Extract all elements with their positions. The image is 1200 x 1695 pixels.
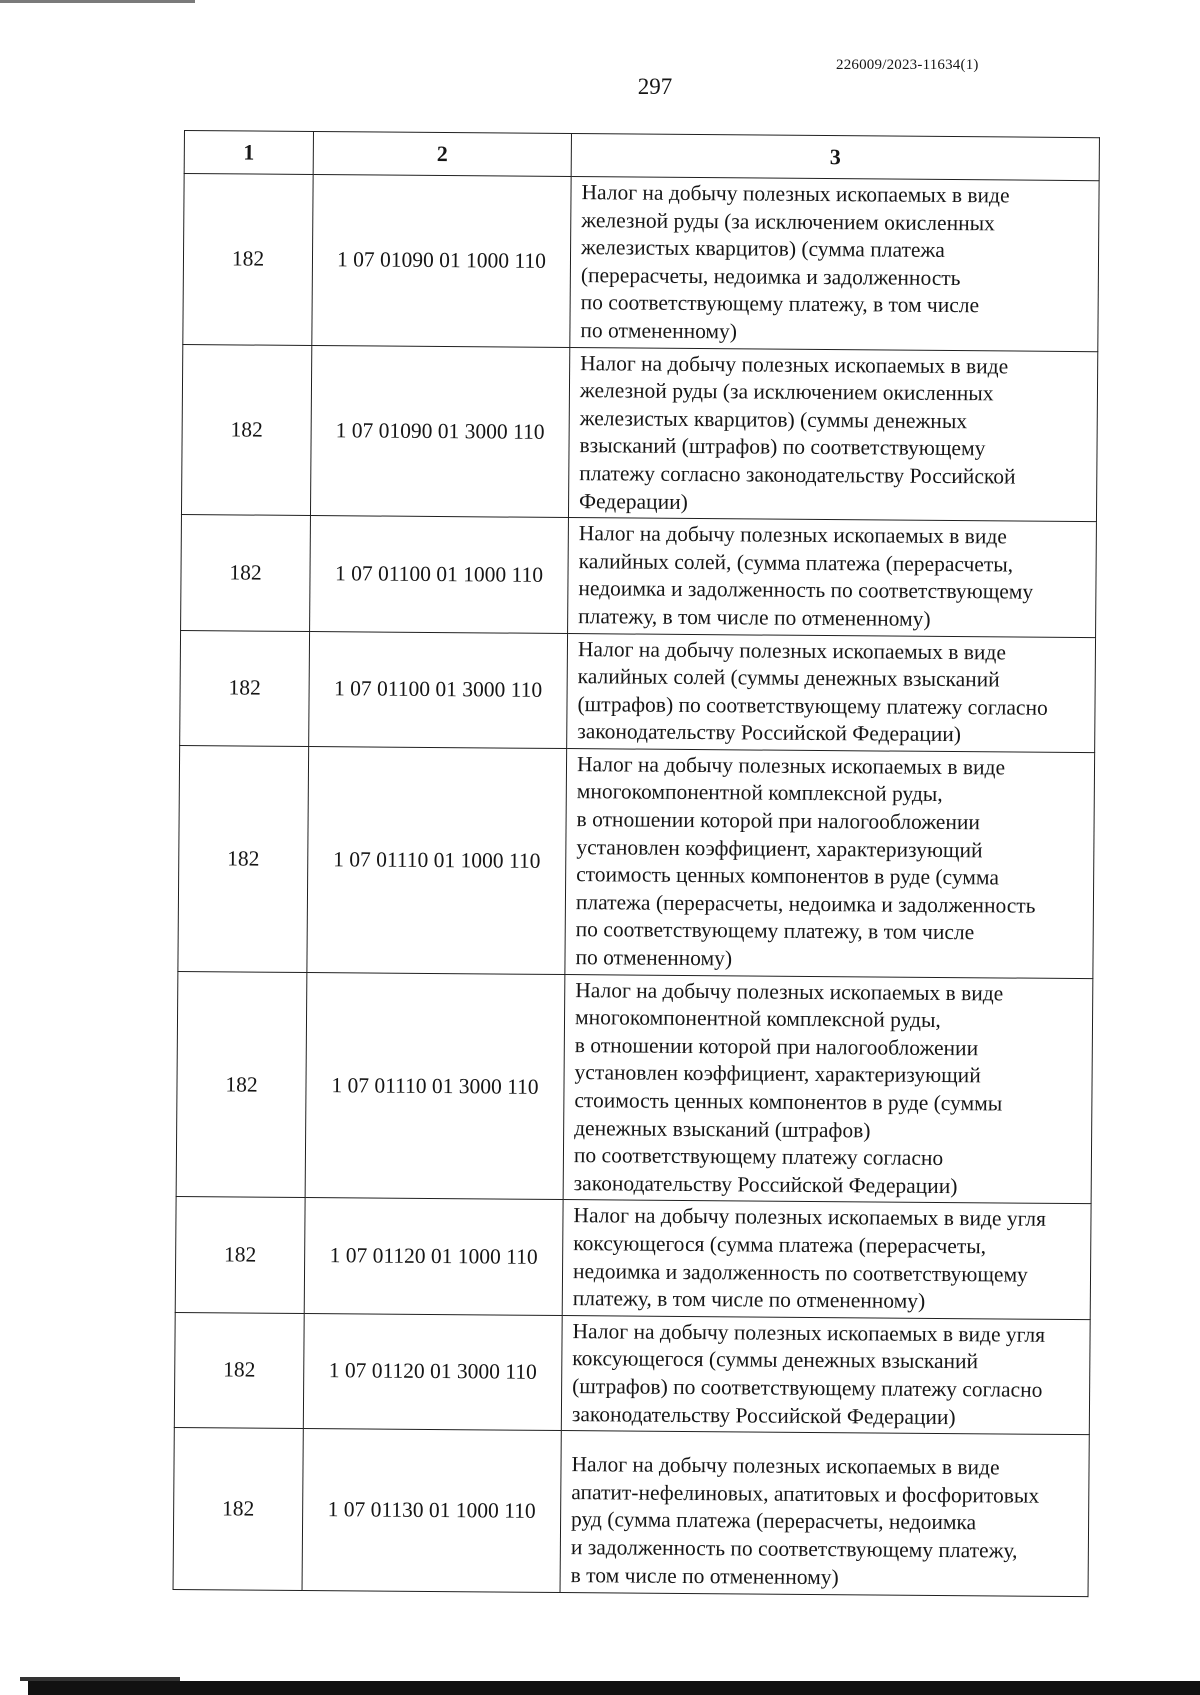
column-header-2: 2	[313, 132, 571, 177]
table-row	[181, 515, 1097, 638]
admin-code-cell: 182	[175, 1197, 305, 1313]
kbk-code-cell: 1 07 01090 01 1000 110	[312, 175, 571, 348]
classification-table	[173, 130, 1100, 1597]
kbk-code-cell: 1 07 01130 01 1000 110	[302, 1429, 561, 1593]
table-row	[173, 1428, 1089, 1597]
scan-artifact-bottom-bar	[28, 1681, 1200, 1695]
table-row	[176, 971, 1093, 1204]
document-reference: 226009/2023-11634(1)	[836, 57, 979, 73]
description-cell: Налог на добычу полезных ископаемых в виде апатит-нефелиновых, апатитовых и фосфоритовых руд (сумма платежа (перерасчеты, недоимка и задолженность по соответствующему платежу, в том числе по отмененному)	[560, 1431, 1089, 1597]
description-cell: Налог на добычу полезных ископаемых в виде калийных солей (суммы денежных взысканий (штрафов) по соответствующему платежу согласно законодательству Российской Федерации)	[567, 633, 1096, 753]
admin-code-cell: 182	[173, 1428, 303, 1591]
kbk-code-cell: 1 07 01100 01 1000 110	[310, 516, 569, 633]
description-cell: Налог на добычу полезных ископаемых в виде железной руды (за исключением окисленных железистых кварцитов) (сумма платежа (перерасчеты, недоимка и задолженность по соответствующему платежу, в том числе по отмененному)	[570, 177, 1099, 352]
kbk-code-cell: 1 07 01120 01 1000 110	[304, 1198, 563, 1315]
kbk-code-cell: 1 07 01090 01 3000 110	[310, 345, 569, 518]
table-row	[175, 1197, 1091, 1320]
kbk-code-cell: 1 07 01100 01 3000 110	[309, 631, 568, 748]
description-cell: Налог на добычу полезных ископаемых в виде угля коксующегося (суммы денежных взысканий (штрафов) по соответствующему платежу согласно законодательству Российской Федерации)	[561, 1315, 1090, 1435]
kbk-code-cell: 1 07 01110 01 1000 110	[307, 746, 567, 974]
scan-artifact-top	[0, 0, 195, 3]
admin-code-cell: 182	[181, 515, 311, 631]
admin-code-cell: 182	[180, 630, 310, 746]
table-row	[174, 1312, 1090, 1435]
description-cell: Налог на добычу полезных ископаемых в виде калийных солей, (сумма платежа (перерасчеты, недоимка и задолженность по соответствующему платежу, в том числе по отмененному)	[568, 518, 1097, 638]
admin-code-cell: 182	[176, 971, 307, 1198]
table-row	[183, 174, 1099, 352]
table-row	[178, 745, 1095, 978]
classification-table-wrapper	[173, 130, 1099, 1597]
kbk-code-cell: 1 07 01110 01 3000 110	[305, 972, 565, 1200]
description-cell: Налог на добычу полезных ископаемых в виде угля коксующегося (сумма платежа (перерасчеты, недоимка и задолженность по соответствующему платежу, в том числе по отмененному)	[562, 1200, 1091, 1320]
description-cell: Налог на добычу полезных ископаемых в виде многокомпонентной комплексной руды, в отношении которой при налогообложении установлен коэффициент, характеризующий стоимость ценных компонентов в руде (суммы денежных взысканий (штрафов) по соответствующему платежу согласно законодательству Российской Федерации)	[563, 974, 1093, 1204]
page-number: 297	[637, 74, 673, 99]
admin-code-cell: 182	[183, 174, 313, 346]
description-cell: Налог на добычу полезных ископаемых в виде железной руды (за исключением окисленных железистых кварцитов) (суммы денежных взысканий (штрафов) по соответствующему платежу согласно законодательству Российской Федерации)	[568, 347, 1097, 522]
table-header-row	[184, 131, 1099, 181]
table-row	[181, 344, 1097, 522]
admin-code-cell: 182	[174, 1312, 304, 1428]
kbk-code-cell: 1 07 01120 01 3000 110	[303, 1313, 562, 1430]
column-header-3: 3	[571, 134, 1099, 181]
description-cell: Налог на добычу полезных ископаемых в виде многокомпонентной комплексной руды, в отношении которой при налогообложении установлен коэффициент, характеризующий стоимость ценных компонентов в руде (сумма платежа (перерасчеты, недоимка и задолженность по соответствующему платежу, в том числе по отмененному)	[565, 748, 1095, 978]
admin-code-cell: 182	[178, 745, 309, 972]
admin-code-cell: 182	[181, 344, 311, 516]
table-row	[180, 630, 1096, 753]
column-header-1: 1	[184, 131, 313, 175]
